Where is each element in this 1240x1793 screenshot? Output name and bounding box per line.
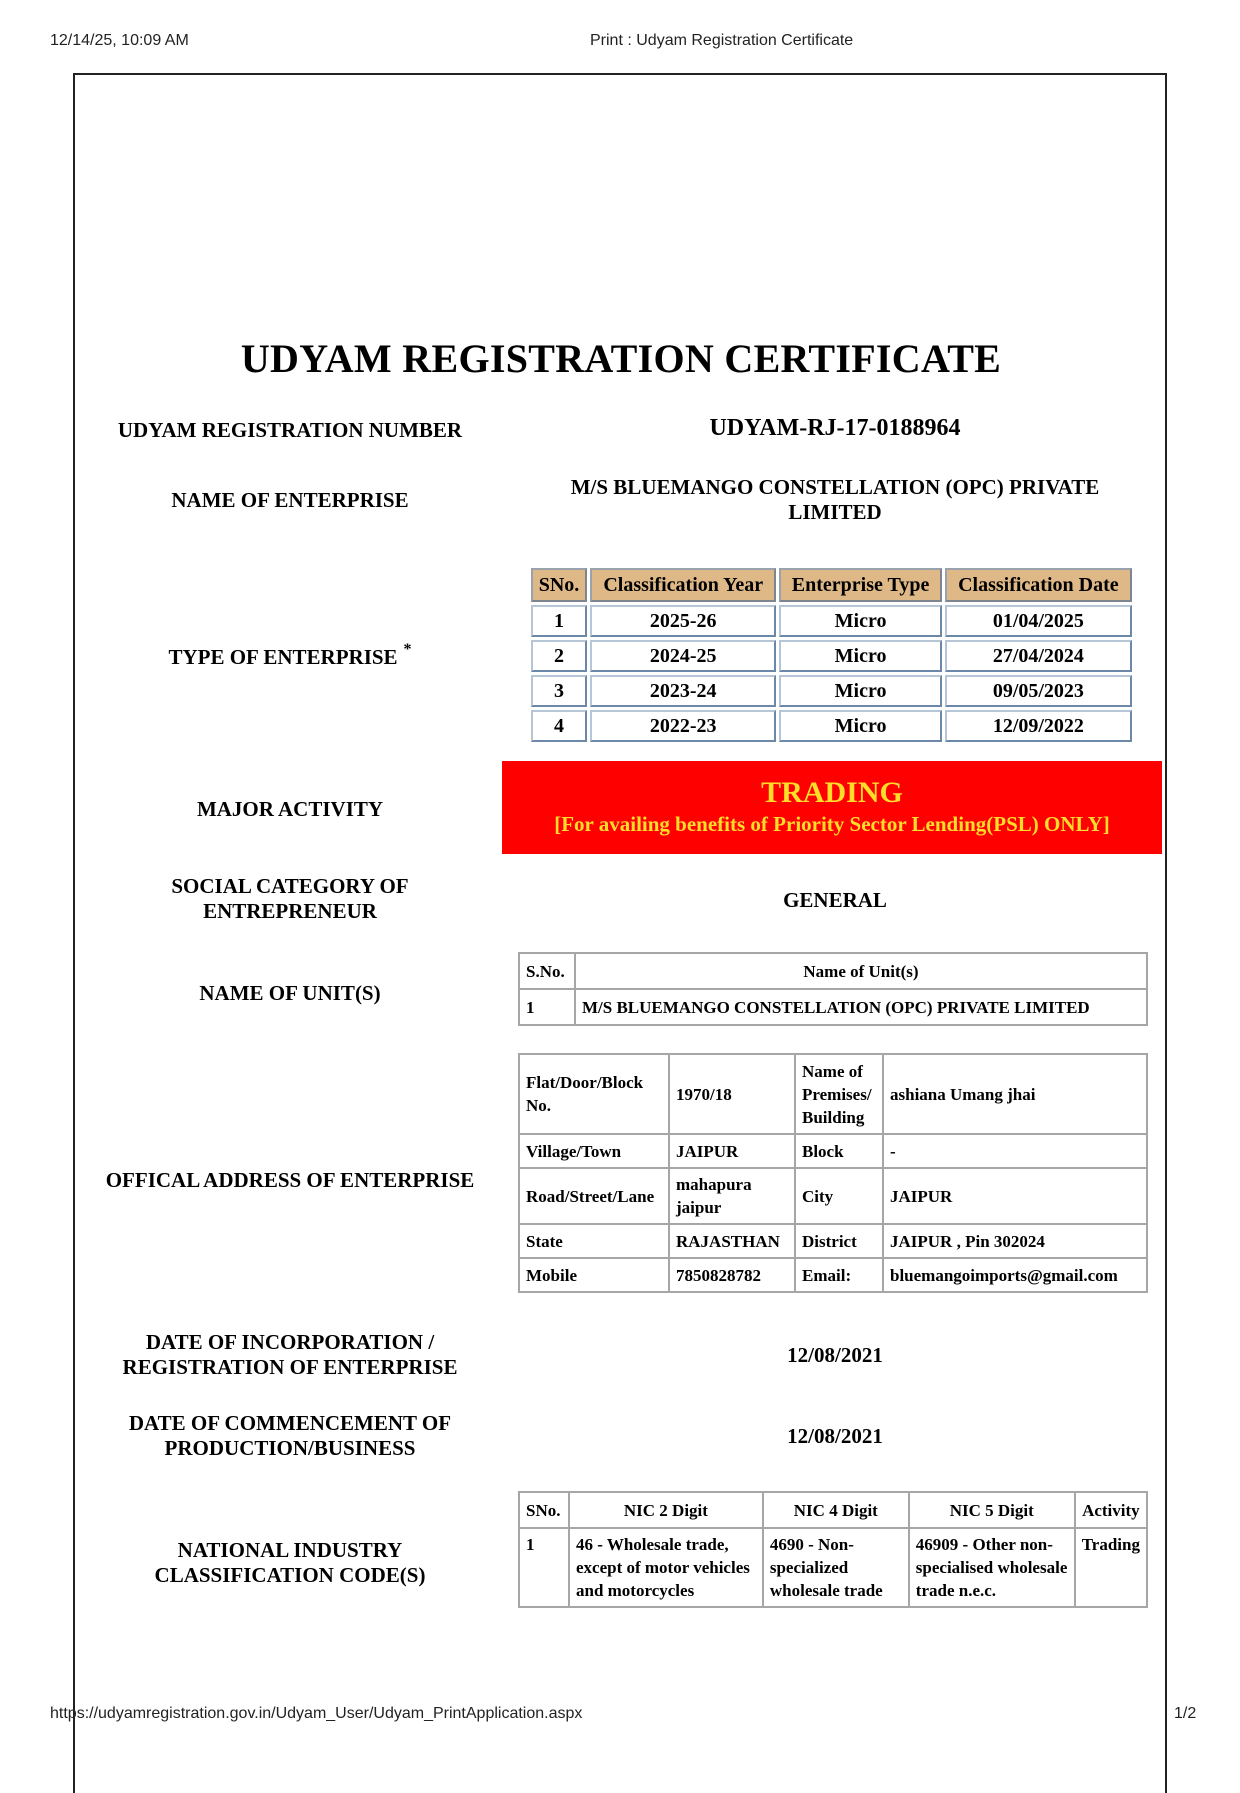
social-category-value: GENERAL (783, 888, 887, 912)
registration-number-label: UDYAM REGISTRATION NUMBER (117, 418, 463, 442)
table-row (531, 605, 1132, 637)
nic-table (518, 1491, 1148, 1608)
units-header-row (519, 953, 1147, 989)
units-table (518, 952, 1148, 1026)
cell-activity: Trading (1075, 1528, 1147, 1607)
col-sno: SNo. (531, 568, 587, 602)
cell-sno: 1 (519, 1528, 569, 1607)
table-row (519, 989, 1147, 1025)
nic-header-row (519, 1492, 1147, 1528)
addr-email-value: bluemangoimports@gmail.com (883, 1258, 1147, 1292)
cell-sno: 4 (531, 710, 587, 742)
addr-value: 7850828782 (669, 1258, 795, 1292)
addr-value: mahapura jaipur (669, 1168, 795, 1224)
address-table (518, 1053, 1148, 1293)
classification-table (528, 565, 1135, 745)
commencement-date-value: 12/08/2021 (787, 1424, 883, 1448)
classification-header-row (531, 568, 1132, 602)
print-url: https://udyamregistration.gov.in/Udyam_User/Udyam_PrintApplication.aspx (50, 1705, 583, 1722)
table-row (519, 1054, 1147, 1134)
print-page-number: 1/2 (1174, 1705, 1197, 1722)
cell-type: Micro (779, 640, 941, 672)
cell-sno: 3 (531, 675, 587, 707)
print-page-title: Print : Udyam Registration Certificate (590, 32, 854, 49)
col-unit-name: Name of Unit(s) (575, 953, 1147, 989)
table-row (519, 1224, 1147, 1258)
cell-type: Micro (779, 605, 941, 637)
units-label: NAME OF UNIT(S) (199, 981, 381, 1005)
addr-key: District (795, 1224, 883, 1258)
cell-date: 09/05/2023 (945, 675, 1132, 707)
addr-value: RAJASTHAN (669, 1224, 795, 1258)
col-classification-date: Classification Date (945, 568, 1132, 602)
cell-sno: 1 (519, 989, 575, 1025)
cell-year: 2023-24 (590, 675, 776, 707)
col-nic5: NIC 5 Digit (909, 1492, 1075, 1528)
enterprise-name-value: M/S BLUEMANGO CONSTELLATION (OPC) PRIVATE LIMITED (570, 475, 1100, 524)
addr-key: State (519, 1224, 669, 1258)
addr-value: JAIPUR (669, 1134, 795, 1168)
cell-nic4: 4690 - Non-specialized wholesale trade (763, 1528, 909, 1607)
col-enterprise-type: Enterprise Type (779, 568, 941, 602)
table-row (519, 1528, 1147, 1607)
cell-year: 2024-25 (590, 640, 776, 672)
asterisk-icon: * (403, 641, 412, 658)
col-nic2: NIC 2 Digit (569, 1492, 763, 1528)
social-category-label: SOCIAL CATEGORY OF ENTREPRENEUR (171, 874, 409, 923)
print-datetime: 12/14/25, 10:09 AM (50, 32, 189, 49)
table-row (519, 1258, 1147, 1292)
addr-value: ashiana Umang jhai (883, 1054, 1147, 1134)
addr-value: - (883, 1134, 1147, 1168)
major-activity-value: TRADING (761, 776, 903, 809)
nic-label: NATIONAL INDUSTRY CLASSIFICATION CODE(S) (154, 1538, 426, 1587)
col-sno: SNo. (519, 1492, 569, 1528)
table-row (531, 675, 1132, 707)
addr-key: Flat/Door/Block No. (519, 1054, 669, 1134)
cell-sno: 1 (531, 605, 587, 637)
cell-date: 12/09/2022 (945, 710, 1132, 742)
major-activity-note: [For availing benefits of Priority Sector Lending(PSL) ONLY] (554, 812, 1110, 836)
col-sno: S.No. (519, 953, 575, 989)
addr-value: JAIPUR (883, 1168, 1147, 1224)
addr-key: Email: (795, 1258, 883, 1292)
certificate-title: UDYAM REGISTRATION CERTIFICATE (240, 336, 1002, 381)
cell-year: 2022-23 (590, 710, 776, 742)
col-activity: Activity (1075, 1492, 1147, 1528)
addr-key: Name of Premises/ Building (795, 1054, 883, 1134)
addr-value: 1970/18 (669, 1054, 795, 1134)
table-row (519, 1168, 1147, 1224)
cell-sno: 2 (531, 640, 587, 672)
enterprise-type-label-text: TYPE OF ENTERPRISE (168, 645, 398, 669)
addr-key: Block (795, 1134, 883, 1168)
address-label: OFFICAL ADDRESS OF ENTERPRISE (105, 1168, 475, 1192)
incorporation-date-label: DATE OF INCORPORATION / REGISTRATION OF ENTERPRISE (122, 1330, 458, 1379)
addr-key: Mobile (519, 1258, 669, 1292)
registration-number-value: UDYAM-RJ-17-0188964 (709, 415, 961, 441)
table-row (519, 1134, 1147, 1168)
cell-unit-name: M/S BLUEMANGO CONSTELLATION (OPC) PRIVATE LIMITED (575, 989, 1147, 1025)
table-row (531, 640, 1132, 672)
enterprise-type-label (90, 641, 490, 672)
cell-nic5: 46909 - Other non-specialised wholesale trade n.e.c. (909, 1528, 1075, 1607)
major-activity-label: MAJOR ACTIVITY (196, 797, 384, 821)
incorporation-date-value: 12/08/2021 (787, 1343, 883, 1367)
cell-type: Micro (779, 710, 941, 742)
enterprise-name-label: NAME OF ENTERPRISE (171, 488, 409, 512)
addr-key: Road/Street/Lane (519, 1168, 669, 1224)
col-nic4: NIC 4 Digit (763, 1492, 909, 1528)
table-row (531, 710, 1132, 742)
cell-type: Micro (779, 675, 941, 707)
cell-date: 27/04/2024 (945, 640, 1132, 672)
col-classification-year: Classification Year (590, 568, 776, 602)
addr-key: City (795, 1168, 883, 1224)
commencement-date-label: DATE OF COMMENCEMENT OF PRODUCTION/BUSINESS (128, 1411, 452, 1460)
cell-date: 01/04/2025 (945, 605, 1132, 637)
cell-nic2: 46 - Wholesale trade, except of motor vehicles and motorcycles (569, 1528, 763, 1607)
cell-year: 2025-26 (590, 605, 776, 637)
addr-key: Village/Town (519, 1134, 669, 1168)
major-activity-box (502, 761, 1162, 854)
addr-value: JAIPUR , Pin 302024 (883, 1224, 1147, 1258)
